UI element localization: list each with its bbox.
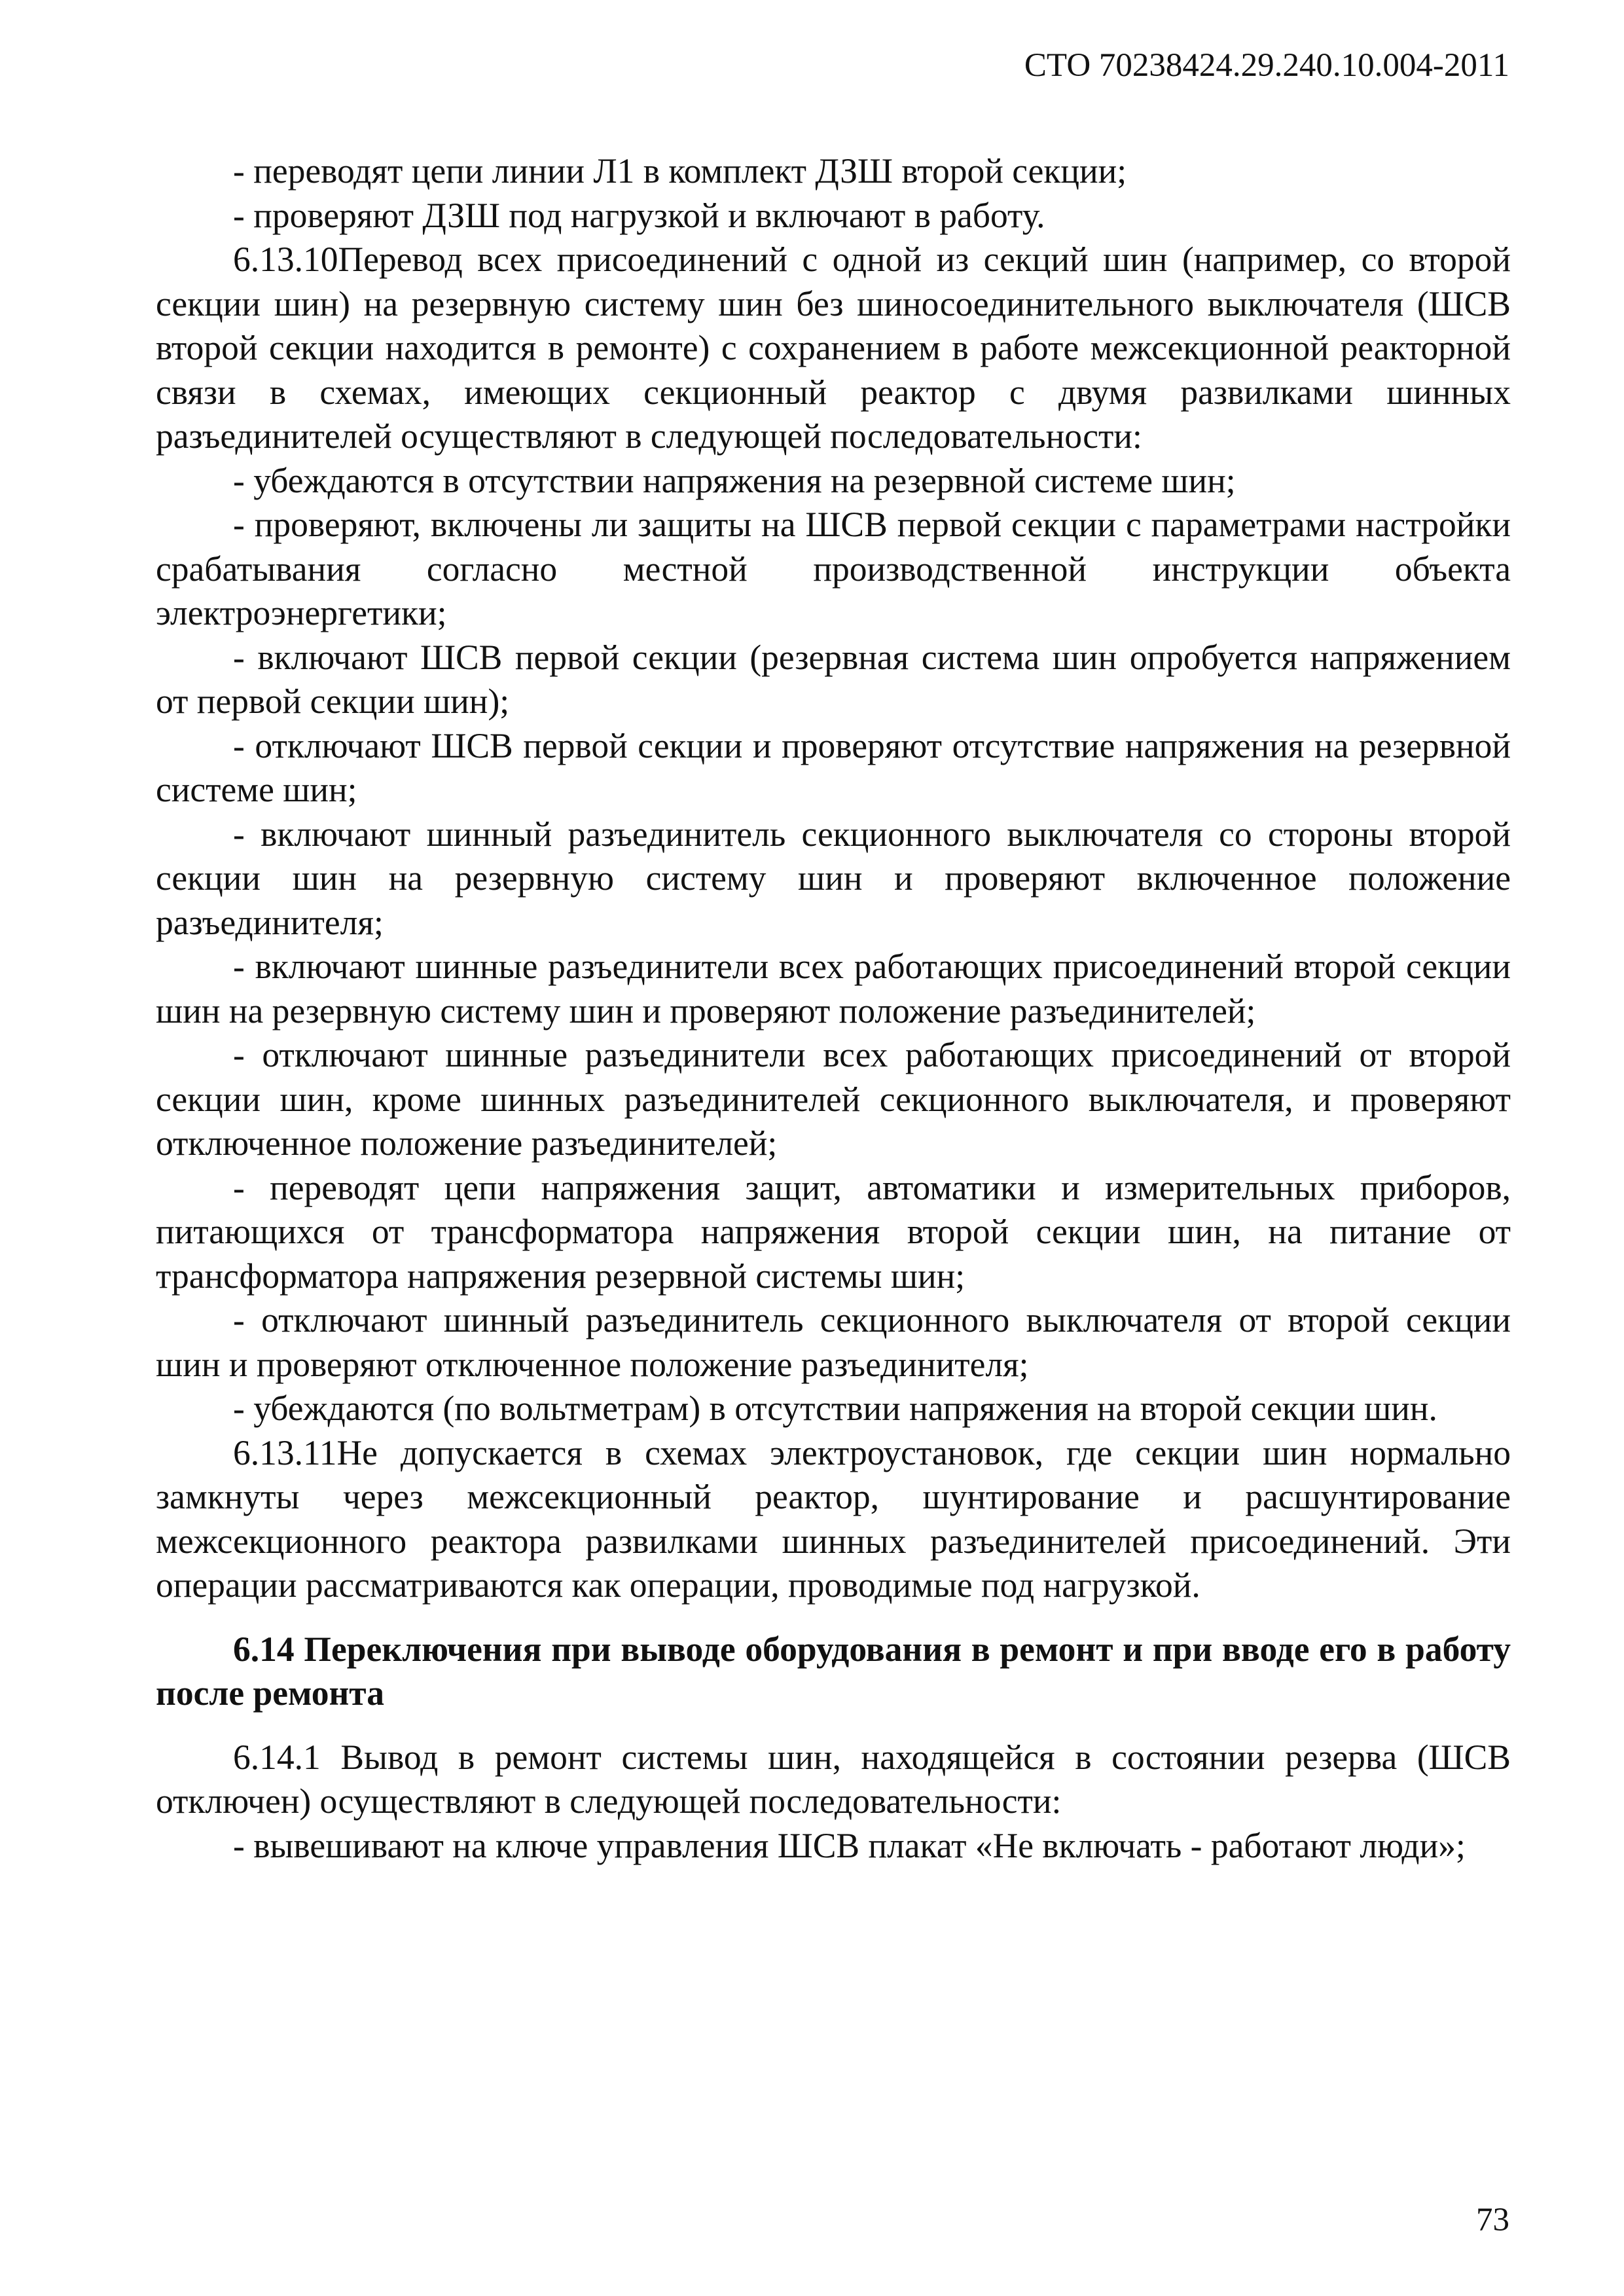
paragraph: - проверяют ДЗШ под нагрузкой и включают в работу. [233,195,1045,235]
paragraph: 6.14.1 Вывод в ремонт системы шин, находящейся в состоянии резерва (ШСВ отключен) осуществляют в следующей последовательности: [156,1737,1511,1821]
paragraph: - убеждаются (по вольтметрам) в отсутствии напряжения на второй секции шин. [233,1389,1437,1428]
paragraph: - включают ШСВ первой секции (резервная система шин опробуется напряжением от первой секции шин); [156,637,1511,721]
paragraph: - отключают шинные разъединители всех работающих присоединений от второй секции шин, кроме шинных разъединителей секционного выключателя, и проверяют отключенное положение разъединителей; [156,1035,1511,1163]
paragraph: - переводят цепи напряжения защит, автоматики и измерительных приборов, питающихся от трансформатора напряжения второй секции шин, на питание от трансформатора напряжения резервной системы шин; [156,1167,1511,1296]
paragraph: 6.13.10Перевод всех присоединений с одной из секций шин (например, со второй секции шин) на резервную систему шин без шиносоединительного выключателя (ШСВ второй секции находится в ремонте) с сохранением в работе межсекционной реакторной связи в схемах, имеющих секционный реактор с двумя развилками шинных разъединителей осуществляют в следующей последовательности: [156,240,1511,456]
document-body [156,149,1511,1868]
paragraph: - включают шинные разъединители всех работающих присоединений второй секции шин на резервную систему шин и проверяют положение разъединителей; [156,947,1511,1030]
section-heading: 6.14 Переключения при выводе оборудования в ремонт и при вводе его в работу после ремонта [156,1629,1511,1713]
paragraph: - включают шинный разъединитель секционного выключателя со стороны второй секции шин на резервную систему шин и проверяют включенное положение разъединителя; [156,814,1511,942]
paragraph: - отключают шинный разъединитель секционного выключателя от второй секции шин и проверяют отключенное положение разъединителя; [156,1300,1511,1384]
document-code: СТО 70238424.29.240.10.004-2011 [1024,47,1509,84]
paragraph: - убеждаются в отсутствии напряжения на резервной системе шин; [233,460,1236,500]
paragraph: - переводят цепи линии Л1 в комплект ДЗШ второй секции; [233,151,1127,191]
paragraph: - отключают ШСВ первой секции и проверяют отсутствие напряжения на резервной системе шин; [156,725,1511,809]
page-number: 73 [1476,2202,1509,2238]
paragraph: - проверяют, включены ли защиты на ШСВ первой секции с параметрами настройки срабатывания согласно местной производственной инструкции объекта электроэнергетики; [156,505,1511,632]
paragraph: 6.13.11Не допускается в схемах электроустановок, где секции шин нормально замкнуты через межсекционный реактор, шунтирование и расшунтирование межсекционного реактора развилками шинных разъединителей присоединений. Эти операции рассматриваются как операции, проводимые под нагрузкой. [156,1432,1511,1605]
paragraph: - вывешивают на ключе управления ШСВ плакат «Не включать - работают люди»; [233,1825,1466,1865]
